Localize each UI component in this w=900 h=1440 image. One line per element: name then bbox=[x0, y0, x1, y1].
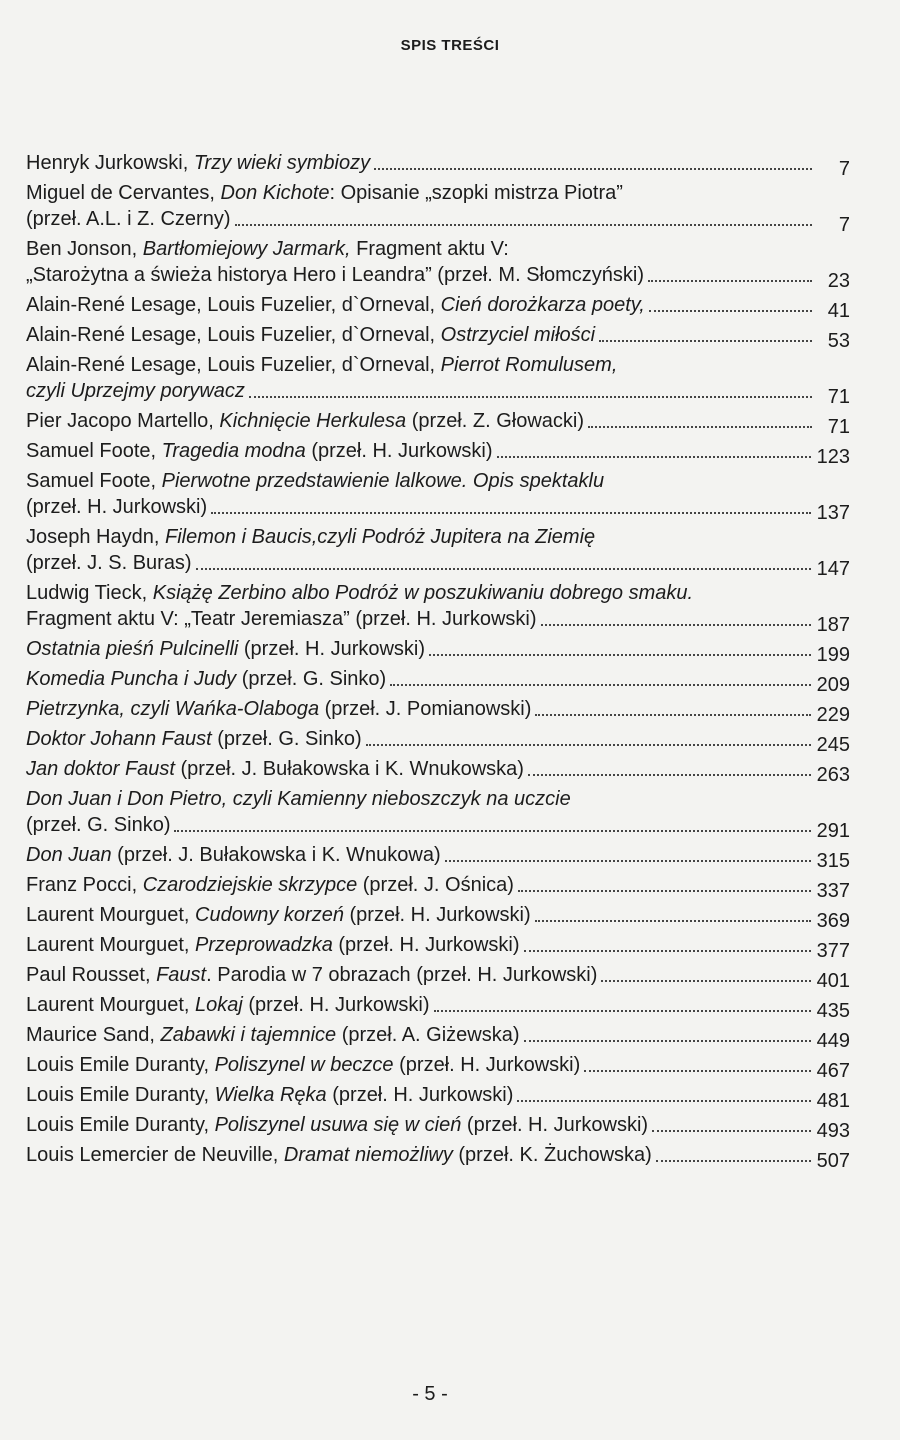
dot-leader bbox=[524, 950, 811, 952]
toc-entry bbox=[26, 150, 850, 180]
toc-entry bbox=[26, 666, 850, 696]
toc-entry-text bbox=[26, 206, 231, 232]
toc-page-number: 229 bbox=[816, 704, 850, 726]
toc-entry-last-line bbox=[26, 494, 850, 524]
toc-entry-text bbox=[26, 550, 192, 576]
toc-entry-text bbox=[26, 842, 441, 868]
toc-entry bbox=[26, 1052, 850, 1082]
page-number: - 5 - bbox=[412, 1383, 448, 1405]
toc-page-number: 147 bbox=[816, 558, 850, 580]
dot-leader bbox=[434, 1010, 811, 1012]
text-segment: Joseph Haydn, bbox=[26, 526, 165, 548]
title-segment: Faust bbox=[156, 964, 207, 986]
title-segment: Wielka Ręka bbox=[214, 1084, 327, 1106]
text-segment: Louis Emile Duranty, bbox=[26, 1114, 215, 1136]
text-segment: (przeł. G. Sinko) bbox=[26, 814, 171, 836]
toc-entry-text bbox=[26, 992, 430, 1018]
toc-entry bbox=[26, 842, 850, 872]
toc-entry-text bbox=[26, 582, 693, 604]
text-segment: Paul Rousset, bbox=[26, 964, 157, 986]
dot-leader bbox=[541, 624, 811, 626]
toc-entry-text bbox=[26, 902, 531, 928]
toc-page-number: 245 bbox=[816, 734, 850, 756]
toc-entry-last-line bbox=[26, 1142, 850, 1172]
toc-entry bbox=[26, 1142, 850, 1172]
text-segment: (przeł. J. Bułakowska i K. Wnukowa) bbox=[111, 844, 441, 866]
toc-entry bbox=[26, 180, 850, 236]
toc-entry bbox=[26, 580, 850, 636]
text-segment: (przeł. J. Ośnica) bbox=[357, 874, 514, 896]
toc-entry bbox=[26, 902, 850, 932]
toc-entry-last-line bbox=[26, 606, 850, 636]
toc-page-number: 71 bbox=[827, 386, 850, 408]
title-segment: Don Kichote bbox=[220, 182, 330, 204]
toc-entry bbox=[26, 756, 850, 786]
toc-entry-text bbox=[26, 696, 531, 722]
title-segment: Ostrzyciel miłości bbox=[440, 324, 596, 346]
toc-page-number: 187 bbox=[816, 614, 850, 636]
toc-entry-last-line bbox=[26, 408, 850, 438]
text-segment: Ben Jonson, bbox=[26, 238, 143, 260]
dot-leader bbox=[235, 224, 813, 226]
toc-page-number: 315 bbox=[816, 850, 850, 872]
toc-page-number: 481 bbox=[816, 1090, 850, 1112]
toc-entry bbox=[26, 352, 850, 408]
toc-entry-text bbox=[26, 1052, 580, 1078]
toc-entry-text bbox=[26, 262, 644, 288]
toc-entry-last-line bbox=[26, 150, 850, 180]
dot-leader bbox=[429, 654, 811, 656]
toc-entry-last-line bbox=[26, 696, 850, 726]
toc-entry-text bbox=[26, 756, 524, 782]
dot-leader bbox=[249, 396, 812, 398]
toc-entry-last-line bbox=[26, 842, 850, 872]
toc-entry-text bbox=[26, 812, 170, 838]
toc-entry-last-line bbox=[26, 756, 850, 786]
dot-leader bbox=[374, 168, 812, 170]
toc-page-number: 337 bbox=[816, 880, 850, 902]
text-segment: Franz Pocci, bbox=[26, 874, 143, 896]
dot-leader bbox=[445, 860, 811, 862]
dot-leader bbox=[535, 920, 811, 922]
table-of-contents bbox=[26, 150, 850, 1172]
toc-entry-text bbox=[26, 470, 604, 492]
toc-entry-text bbox=[26, 494, 207, 520]
text-segment: . Parodia w 7 obrazach (przeł. H. Jurkowski) bbox=[206, 964, 598, 986]
text-segment: „Starożytna a świeża historya Hero i Leandra” (przeł. M. Słomczyński) bbox=[26, 264, 644, 286]
toc-entry-text bbox=[26, 238, 509, 260]
toc-entry-last-line bbox=[26, 932, 850, 962]
toc-entry-line bbox=[26, 580, 850, 606]
toc-entry-last-line bbox=[26, 872, 850, 902]
text-segment: (przeł. J. Bułakowska i K. Wnukowska) bbox=[174, 758, 524, 780]
toc-entry-last-line bbox=[26, 726, 850, 756]
toc-entry-line bbox=[26, 180, 850, 206]
toc-entry bbox=[26, 872, 850, 902]
toc-entry-line bbox=[26, 236, 850, 262]
toc-page-number: 71 bbox=[827, 416, 850, 438]
text-segment: Maurice Sand, bbox=[26, 1024, 161, 1046]
dot-leader bbox=[497, 456, 811, 458]
dot-leader bbox=[518, 890, 811, 892]
text-segment: (przeł. A.L. i Z. Czerny) bbox=[26, 208, 231, 230]
toc-entry-last-line bbox=[26, 812, 850, 842]
toc-entry bbox=[26, 1082, 850, 1112]
title-segment: Czarodziejskie skrzypce bbox=[142, 874, 358, 896]
toc-entry bbox=[26, 322, 850, 352]
page-title: SPIS TREŚCI bbox=[400, 37, 500, 54]
dot-leader bbox=[601, 980, 810, 982]
text-segment: Louis Lemercier de Neuville, bbox=[26, 1144, 284, 1166]
dot-leader bbox=[588, 426, 812, 428]
dot-leader bbox=[648, 280, 812, 282]
toc-page-number: 377 bbox=[816, 940, 850, 962]
dot-leader bbox=[528, 774, 811, 776]
dot-leader bbox=[174, 830, 810, 832]
title-segment: Don Juan i Don Pietro, czyli Kamienny nieboszczyk na uczcie bbox=[26, 788, 571, 810]
toc-entry-text bbox=[26, 354, 617, 376]
dot-leader bbox=[649, 310, 812, 312]
toc-entry-text bbox=[26, 526, 595, 548]
title-segment: Doktor Johann Faust bbox=[26, 728, 212, 750]
toc-entry-last-line bbox=[26, 666, 850, 696]
title-segment: Ostatnia pieśń Pulcinelli bbox=[26, 638, 239, 660]
text-segment: Alain-René Lesage, Louis Fuzelier, d`Orneval, bbox=[26, 324, 441, 346]
text-segment: : Opisanie „szopki mistrza Piotra” bbox=[329, 182, 623, 204]
text-segment: (przeł. G. Sinko) bbox=[211, 728, 362, 750]
toc-entry-text bbox=[26, 1142, 652, 1168]
text-segment: (przeł. H. Jurkowski) bbox=[238, 638, 426, 660]
toc-entry-text bbox=[26, 1022, 520, 1048]
title-segment: Filemon i Baucis,czyli Podróż Jupitera na Ziemię bbox=[164, 526, 596, 548]
dot-leader bbox=[584, 1070, 810, 1072]
text-segment: Fragment aktu V: „Teatr Jeremiasza” (przeł. H. Jurkowski) bbox=[26, 608, 537, 630]
toc-page-number: 7 bbox=[838, 158, 850, 180]
text-segment: Samuel Foote, bbox=[26, 440, 162, 462]
toc-entry-last-line bbox=[26, 1022, 850, 1052]
title-segment: Poliszynel w beczce bbox=[214, 1054, 394, 1076]
text-segment: Alain-René Lesage, Louis Fuzelier, d`Orneval, bbox=[26, 294, 441, 316]
text-segment: Samuel Foote, bbox=[26, 470, 162, 492]
toc-entry-text bbox=[26, 1112, 648, 1138]
dot-leader bbox=[652, 1130, 811, 1132]
toc-page-number: 53 bbox=[827, 330, 850, 352]
toc-entry-text bbox=[26, 962, 597, 988]
toc-entry-line bbox=[26, 524, 850, 550]
toc-entry-last-line bbox=[26, 992, 850, 1022]
toc-entry bbox=[26, 962, 850, 992]
toc-entry-text bbox=[26, 636, 425, 662]
title-segment: Dramat niemożliwy bbox=[283, 1144, 453, 1166]
dot-leader bbox=[599, 340, 812, 342]
toc-page-number: 467 bbox=[816, 1060, 850, 1082]
title-segment: Cudowny korzeń bbox=[195, 904, 344, 926]
toc-page-number: 369 bbox=[816, 910, 850, 932]
dot-leader bbox=[524, 1040, 811, 1042]
toc-page-number: 493 bbox=[816, 1120, 850, 1142]
title-segment: Książę Zerbino albo Podróż w poszukiwaniu dobrego smaku. bbox=[152, 582, 694, 604]
toc-entry bbox=[26, 236, 850, 292]
toc-entry-text bbox=[26, 292, 645, 318]
title-segment: czyli Uprzejmy porywacz bbox=[26, 380, 245, 402]
text-segment: Louis Emile Duranty, bbox=[26, 1084, 215, 1106]
title-segment: Pietrzynka, czyli Wańka-Olaboga bbox=[26, 698, 320, 720]
dot-leader bbox=[196, 568, 811, 570]
toc-entry bbox=[26, 992, 850, 1022]
text-segment: (przeł. K. Żuchowska) bbox=[452, 1144, 652, 1166]
text-segment: (przeł. H. Jurkowski) bbox=[242, 994, 430, 1016]
text-segment: Ludwig Tieck, bbox=[26, 582, 153, 604]
toc-entry-last-line bbox=[26, 262, 850, 292]
toc-page-number: 449 bbox=[816, 1030, 850, 1052]
text-segment: (przeł. J. Pomianowski) bbox=[319, 698, 532, 720]
title-segment: Tragedia modna bbox=[161, 440, 306, 462]
toc-entry-text bbox=[26, 666, 386, 692]
toc-page-number: 123 bbox=[816, 446, 850, 468]
text-segment: (przeł. H. Jurkowski) bbox=[305, 440, 493, 462]
toc-entry bbox=[26, 524, 850, 580]
toc-entry-text bbox=[26, 408, 584, 434]
toc-page-number: 291 bbox=[816, 820, 850, 842]
toc-entry-last-line bbox=[26, 292, 850, 322]
toc-entry bbox=[26, 786, 850, 842]
toc-entry-last-line bbox=[26, 322, 850, 352]
toc-entry bbox=[26, 438, 850, 468]
toc-page-number: 23 bbox=[827, 270, 850, 292]
toc-entry-last-line bbox=[26, 1082, 850, 1112]
toc-entry-text bbox=[26, 1082, 513, 1108]
toc-entry-last-line bbox=[26, 206, 850, 236]
title-segment: Poliszynel usuwa się w cień bbox=[214, 1114, 462, 1136]
toc-entry-last-line bbox=[26, 962, 850, 992]
toc-entry bbox=[26, 696, 850, 726]
text-segment: Laurent Mourguet, bbox=[26, 934, 195, 956]
toc-entry-text bbox=[26, 872, 514, 898]
toc-entry bbox=[26, 292, 850, 322]
toc-entry bbox=[26, 468, 850, 524]
toc-entry bbox=[26, 1112, 850, 1142]
title-segment: Lokaj bbox=[195, 994, 243, 1016]
dot-leader bbox=[366, 744, 811, 746]
dot-leader bbox=[535, 714, 810, 716]
text-segment: (przeł. H. Jurkowski) bbox=[326, 1084, 514, 1106]
toc-entry-line bbox=[26, 786, 850, 812]
toc-page-number: 435 bbox=[816, 1000, 850, 1022]
toc-entry-last-line bbox=[26, 1052, 850, 1082]
text-segment: (przeł. H. Jurkowski) bbox=[332, 934, 520, 956]
text-segment: (przeł. H. Jurkowski) bbox=[343, 904, 531, 926]
toc-page-number: 507 bbox=[816, 1150, 850, 1172]
toc-entry-line bbox=[26, 352, 850, 378]
toc-entry bbox=[26, 408, 850, 438]
text-segment: Alain-René Lesage, Louis Fuzelier, d`Orneval, bbox=[26, 354, 441, 376]
toc-entry-text bbox=[26, 788, 571, 810]
text-segment: (przeł. Z. Głowacki) bbox=[406, 410, 584, 432]
text-segment: Pier Jacopo Martello, bbox=[26, 410, 220, 432]
text-segment: (przeł. H. Jurkowski) bbox=[461, 1114, 649, 1136]
text-segment: (przeł. A. Giżewska) bbox=[336, 1024, 520, 1046]
title-segment: Trzy wieki symbiozy bbox=[193, 152, 371, 174]
toc-entry-last-line bbox=[26, 378, 850, 408]
dot-leader bbox=[211, 512, 810, 514]
text-segment: Laurent Mourguet, bbox=[26, 994, 195, 1016]
toc-entry bbox=[26, 1022, 850, 1052]
toc-entry-line bbox=[26, 468, 850, 494]
text-segment: Louis Emile Duranty, bbox=[26, 1054, 215, 1076]
text-segment: Laurent Mourguet, bbox=[26, 904, 195, 926]
toc-entry-text bbox=[26, 182, 623, 204]
toc-entry-text bbox=[26, 150, 370, 176]
title-segment: Pierrot Romulusem, bbox=[440, 354, 618, 376]
text-segment: Henryk Jurkowski, bbox=[26, 152, 194, 174]
title-segment: Zabawki i tajemnice bbox=[160, 1024, 337, 1046]
toc-entry-last-line bbox=[26, 550, 850, 580]
text-segment: Fragment aktu V: bbox=[350, 238, 509, 260]
toc-entry-last-line bbox=[26, 636, 850, 666]
text-segment: (przeł. H. Jurkowski) bbox=[26, 496, 208, 518]
toc-page-number: 209 bbox=[816, 674, 850, 696]
dot-leader bbox=[517, 1100, 810, 1102]
title-segment: Komedia Puncha i Judy bbox=[26, 668, 237, 690]
title-segment: Jan doktor Faust bbox=[26, 758, 175, 780]
toc-page-number: 137 bbox=[816, 502, 850, 524]
toc-page-number: 263 bbox=[816, 764, 850, 786]
toc-entry-last-line bbox=[26, 1112, 850, 1142]
toc-page-number: 401 bbox=[816, 970, 850, 992]
toc-entry-text bbox=[26, 726, 362, 752]
toc-entry bbox=[26, 726, 850, 756]
toc-entry bbox=[26, 932, 850, 962]
toc-page-number: 199 bbox=[816, 644, 850, 666]
toc-entry-last-line bbox=[26, 902, 850, 932]
toc-entry-text bbox=[26, 322, 595, 348]
dot-leader bbox=[656, 1160, 811, 1162]
title-segment: Bartłomiejowy Jarmark, bbox=[142, 238, 351, 260]
toc-page-number: 41 bbox=[827, 300, 850, 322]
toc-entry-text bbox=[26, 378, 245, 404]
title-segment: Kichnięcie Herkulesa bbox=[219, 410, 407, 432]
title-segment: Don Juan bbox=[26, 844, 112, 866]
dot-leader bbox=[390, 684, 810, 686]
title-segment: Przeprowadzka bbox=[195, 934, 333, 956]
text-segment: Miguel de Cervantes, bbox=[26, 182, 221, 204]
toc-entry bbox=[26, 636, 850, 666]
toc-entry-text bbox=[26, 438, 493, 464]
text-segment: (przeł. G. Sinko) bbox=[236, 668, 387, 690]
toc-entry-text bbox=[26, 932, 520, 958]
text-segment: (przeł. J. S. Buras) bbox=[26, 552, 192, 574]
title-segment: Cień dorożkarza poety, bbox=[440, 294, 645, 316]
title-segment: Pierwotne przedstawienie lalkowe. Opis spektaklu bbox=[161, 470, 605, 492]
toc-entry-text bbox=[26, 606, 537, 632]
toc-page-number: 7 bbox=[838, 214, 850, 236]
toc-entry-last-line bbox=[26, 438, 850, 468]
text-segment: (przeł. H. Jurkowski) bbox=[393, 1054, 581, 1076]
